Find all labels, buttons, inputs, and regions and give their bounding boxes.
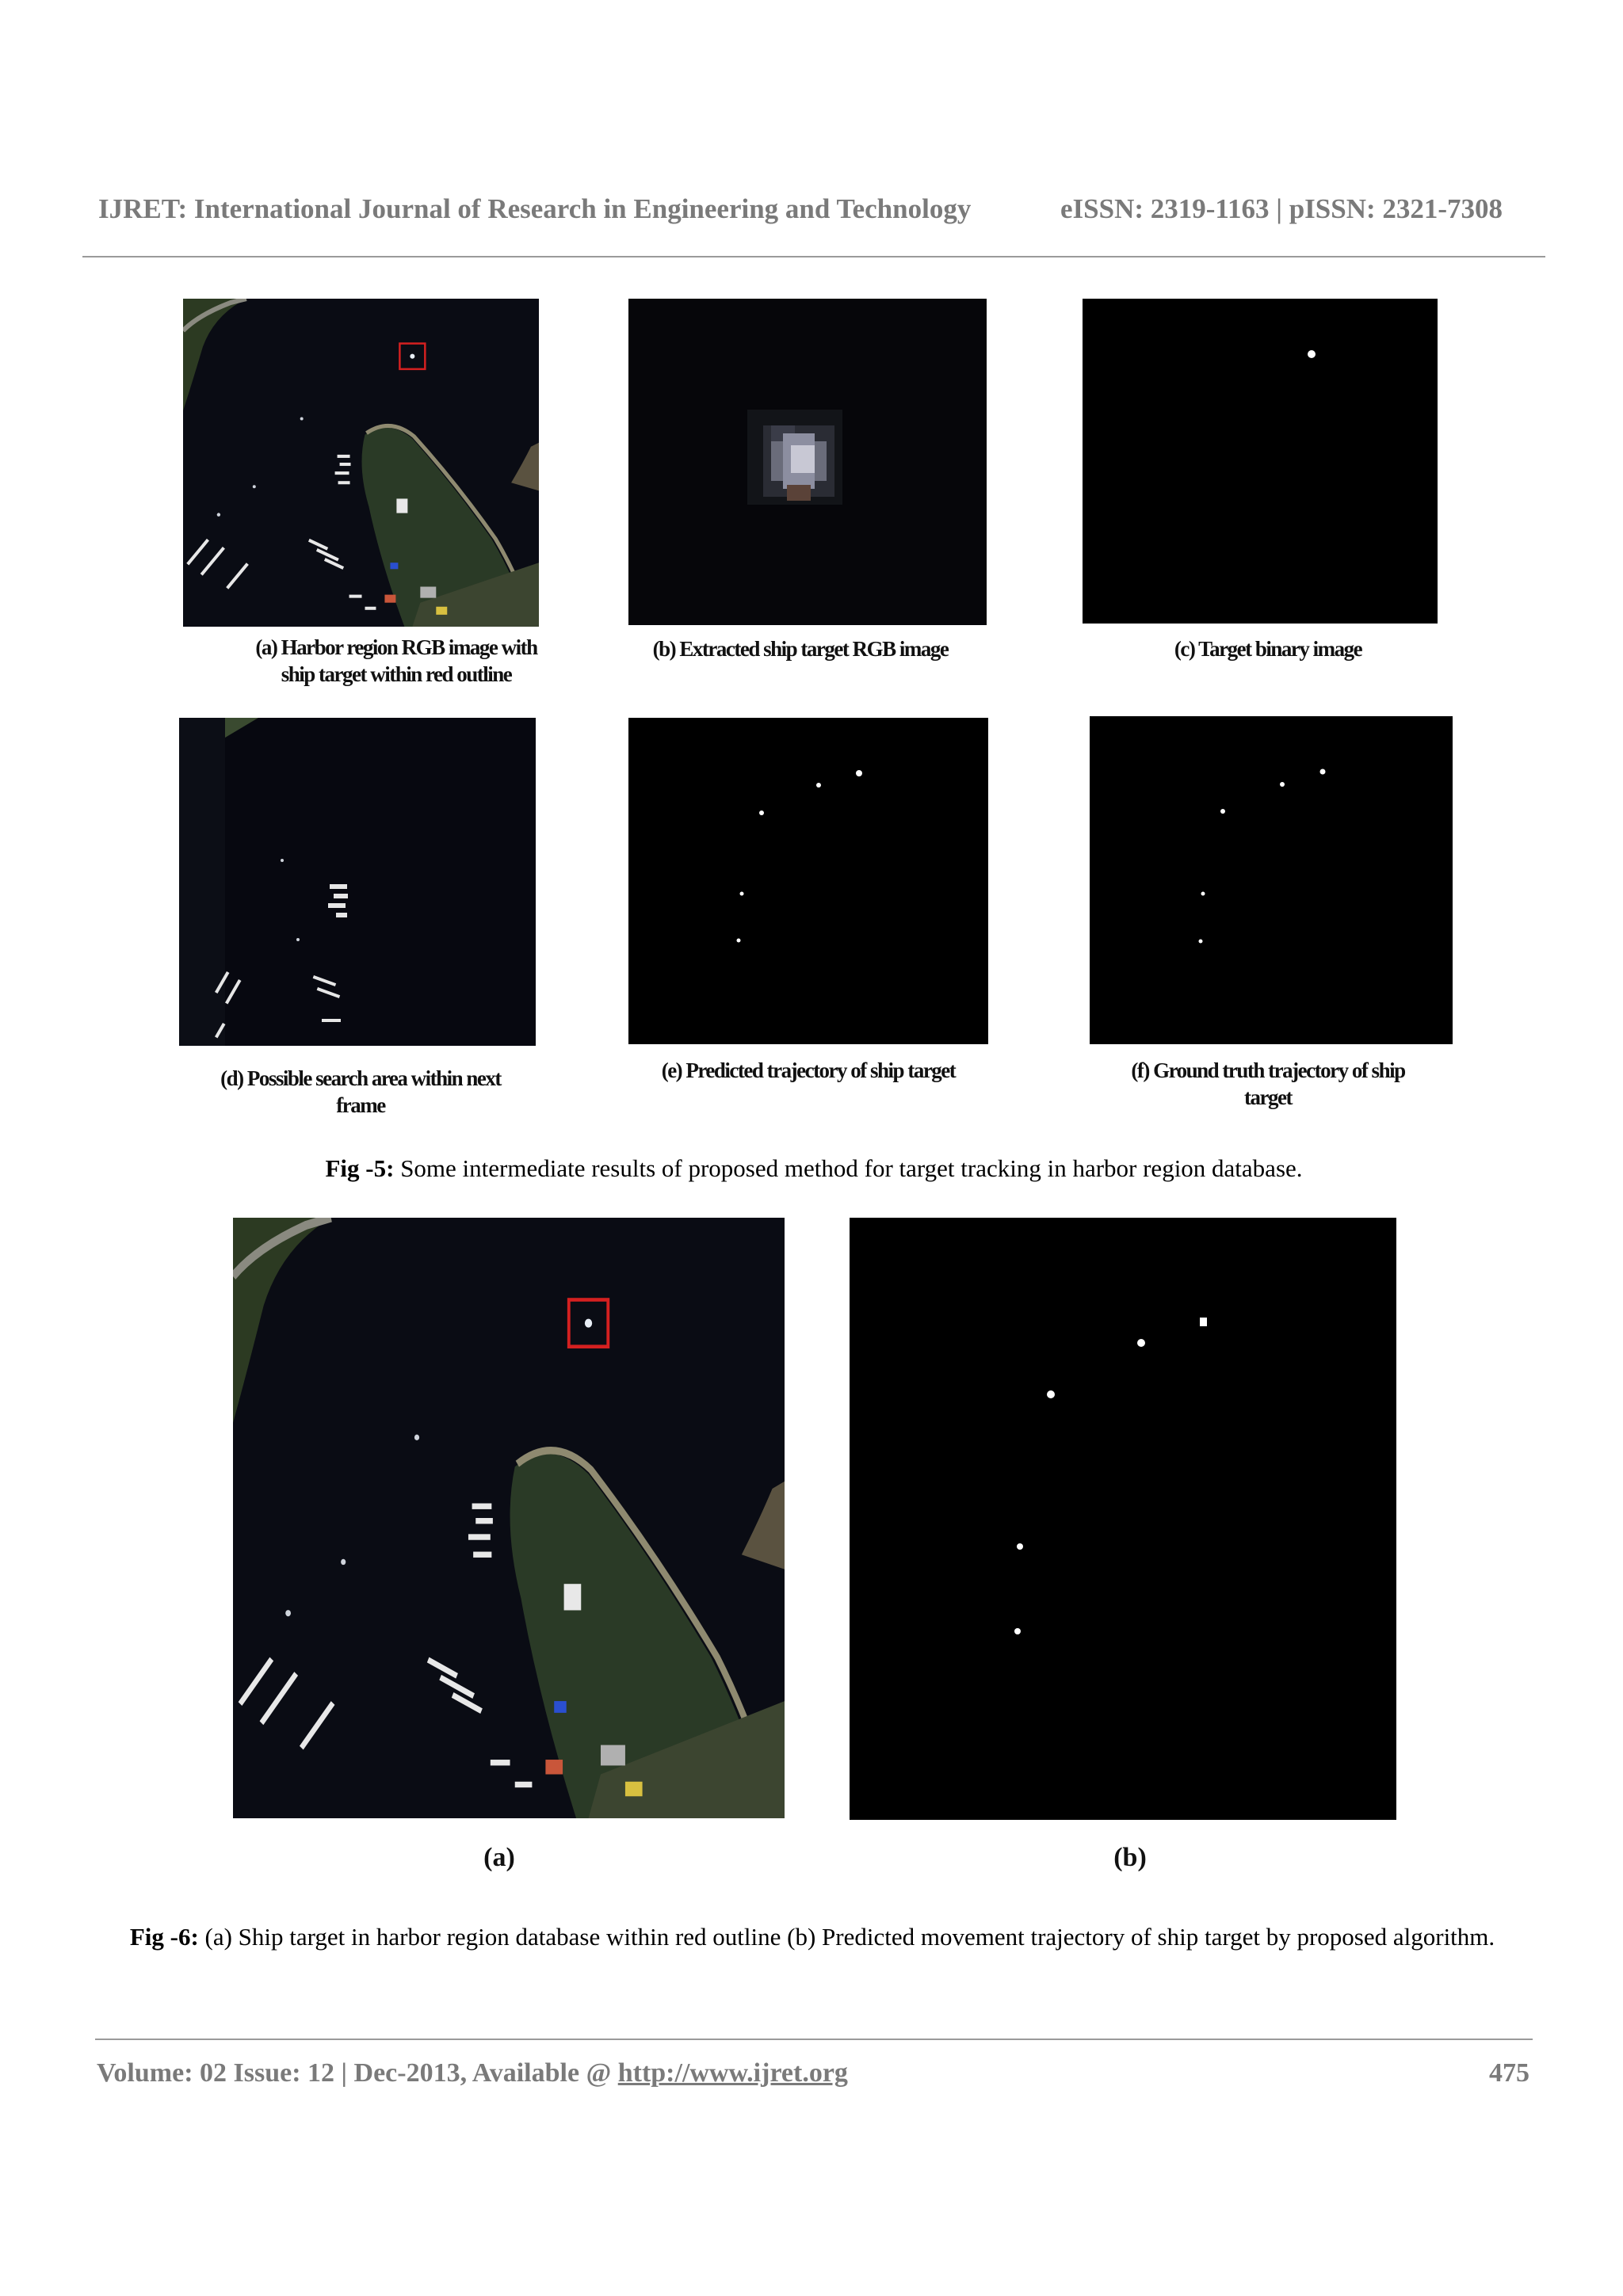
fig5-caption [82, 1152, 1545, 1185]
target-binary-image [1083, 299, 1438, 624]
harbor-rgb-image [183, 299, 539, 627]
fig5-caption-label: Fig -5: [325, 1154, 395, 1182]
fig5-label-f: (f) Ground truth trajectory of ship target [1131, 1058, 1405, 1109]
footer-volume-text: Volume: 02 Issue: 12 | Dec-2013, Available @ [97, 2058, 618, 2088]
harbor-target-image [233, 1218, 785, 1818]
fig5-label-b: (b) Extracted ship target RGB image [652, 637, 949, 661]
fig6-caption-text: (a) Ship target in harbor region database within red outline (b) Predicted movement trajectory of ship target by proposed algorithm. [204, 1923, 1495, 1951]
footer-volume [97, 2058, 848, 2088]
fig5-label-c: (c) Target binary image [1174, 637, 1362, 661]
header-rule [82, 256, 1545, 257]
fig6-caption [119, 1920, 1506, 1954]
fig5-label-e: (e) Predicted trajectory of ship target [661, 1058, 956, 1082]
footer-rule [95, 2039, 1533, 2040]
ground-truth-trajectory-image [1090, 716, 1453, 1044]
predicted-movement-trajectory-image [850, 1218, 1396, 1820]
predicted-trajectory-image [628, 718, 988, 1044]
fig5-caption-text: Some intermediate results of proposed method for target tracking in harbor region database. [400, 1154, 1303, 1182]
fig5-label-d: (d) Possible search area within next frame [220, 1066, 501, 1117]
fig5-label-a: (a) Harbor region RGB image with ship target within red outline [255, 635, 537, 686]
extracted-ship-image [628, 299, 987, 625]
journal-link[interactable]: http://www.ijret.org [617, 2058, 848, 2088]
fig6-label-a: (a) [483, 1843, 515, 1872]
fig6-caption-label: Fig -6: [129, 1923, 199, 1951]
journal-title: IJRET: International Journal of Research in Engineering and Technology [98, 193, 972, 224]
fig6-label-b: (b) [1113, 1843, 1147, 1872]
issn-text: eISSN: 2319-1163 | pISSN: 2321-7308 [1060, 193, 1503, 224]
page-number: 475 [1489, 2058, 1529, 2088]
search-area-image [179, 718, 536, 1046]
